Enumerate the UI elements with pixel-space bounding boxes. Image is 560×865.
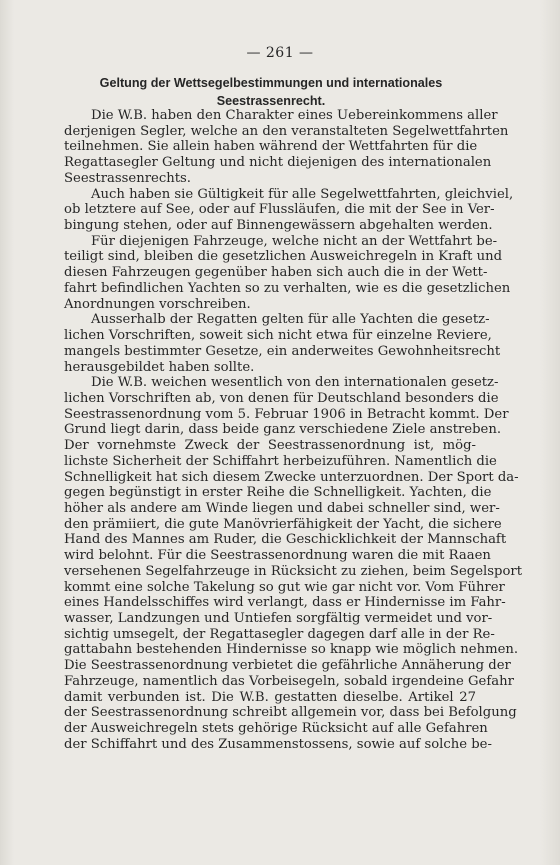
text-line: bingung stehen, oder auf Binnengewässern abgehalten werden. (64, 218, 493, 234)
text-line: Schnelligkeit hat sich diesem Zwecke unterzuordnen. Der Sport da- (64, 469, 519, 485)
text-line: fahrt befindlichen Yachten so zu verhalten, wie es die gesetzlichen (64, 280, 511, 296)
text-line: Für diejenigen Fahrzeuge, welche nicht an der Wettfahrt be- (91, 233, 498, 249)
text-line: damit verbunden ist. Die W.B. gestatten dieselbe. Artikel 27 (64, 689, 476, 705)
text-line: Seestrassenrechts. (64, 170, 191, 186)
text-line: der Seestrassenordnung schreibt allgemein vor, dass bei Befolgung (64, 705, 517, 721)
text-line: der Schiffahrt und des Zusammenstossens, sowie auf solche be- (64, 736, 492, 752)
text-line: versehenen Segelfahrzeuge in Rücksicht zu ziehen, beim Segelsport (64, 563, 522, 579)
text-line: Hand des Mannes am Ruder, die Geschicklichkeit der Mannschaft (64, 532, 507, 548)
text-line: Anordnungen vorschreiben. (64, 296, 251, 312)
page-number: — 261 — (246, 45, 314, 61)
text-line: mangels bestimmter Gesetze, ein anderweites Gewohnheitsrecht (64, 343, 501, 359)
text-line: Der vornehmste Zweck der Seestrassenordnung ist, mög- (64, 438, 476, 454)
text-line: gegen begünstigt in erster Reihe die Schnelligkeit. Yachten, die (64, 485, 492, 501)
text-line: Die Seestrassenordnung verbietet die gefährliche Annäherung der (64, 658, 511, 674)
text-line: Die W.B. weichen wesentlich von den internationalen gesetz- (91, 375, 499, 391)
section-heading-line: Seestrassenrecht. (216, 94, 326, 108)
body-text (64, 108, 522, 752)
text-line: lichen Vorschriften, soweit sich nicht etwa für einzelne Reviere, (64, 328, 492, 344)
text-line: Ausserhalb der Regatten gelten für alle Yachten die gesetz- (91, 312, 490, 328)
text-line: der Ausweichregeln stets gehörige Rücksicht auf alle Gefahren (64, 721, 488, 737)
text-line: derjenigen Segler, welche an den veranstalteten Segelwettfahrten (64, 123, 509, 139)
text-line: ob letztere auf See, oder auf Flussläufen, die mit der See in Ver- (64, 202, 495, 218)
text-line: höher als andere am Winde liegen und dabei schneller sind, wer- (64, 500, 500, 516)
text-line: Grund liegt darin, dass beide ganz verschiedene Ziele anstreben. (64, 422, 502, 438)
text-line: wasser, Landzungen und Untiefen sorgfältig vermeidet und vor- (64, 611, 493, 626)
text-line: teiligt sind, bleiben die gesetzlichen Ausweichregeln in Kraft und (64, 249, 503, 265)
text-line: teilnehmen. Sie allein haben während der Wettfahrten für die (64, 139, 478, 155)
text-line: sichtig umsegelt, der Regattasegler dagegen darf alle in der Re- (64, 626, 495, 642)
text-line: herausgebildet haben sollte. (64, 359, 255, 375)
text-line: diesen Fahrzeugen gegenüber haben sich auch die in der Wett- (64, 265, 488, 281)
text-line: lichste Sicherheit der Schiffahrt herbeizuführen. Namentlich die (64, 453, 497, 469)
text-line: Die W.B. haben den Charakter eines Uebereinkommens aller (91, 108, 498, 123)
text-line: gattabahn bestehenden Hindernisse so knapp wie möglich nehmen. (64, 642, 519, 658)
text-line: den prämiiert, die gute Manövrierfähigkeit der Yacht, die sichere (64, 516, 502, 532)
text-line: kommt eine solche Takelung so gut wie gar nicht vor. Vom Führer (64, 579, 505, 595)
text-line: Auch haben sie Gültigkeit für alle Segelwettfahrten, gleichviel, (91, 186, 514, 202)
text-line: Fahrzeuge, namentlich das Vorbeisegeln, sobald irgendeine Gefahr (64, 673, 514, 689)
text-line: Regattasegler Geltung und nicht diejenigen des internationalen (64, 155, 492, 171)
section-heading-line: Geltung der Wettsegelbestimmungen und internationales (99, 76, 443, 90)
text-line: wird belohnt. Für die Seestrassenordnung waren die mit Raaen (64, 548, 491, 564)
text-line: eines Handelsschiffes wird verlangt, dass er Hindernisse im Fahr- (64, 595, 506, 611)
text-line: lichen Vorschriften ab, von denen für Deutschland besonders die (64, 390, 499, 406)
section-heading (66, 74, 476, 110)
text-line: Seestrassenordnung vom 5. Februar 1906 in Betracht kommt. Der (64, 406, 509, 422)
